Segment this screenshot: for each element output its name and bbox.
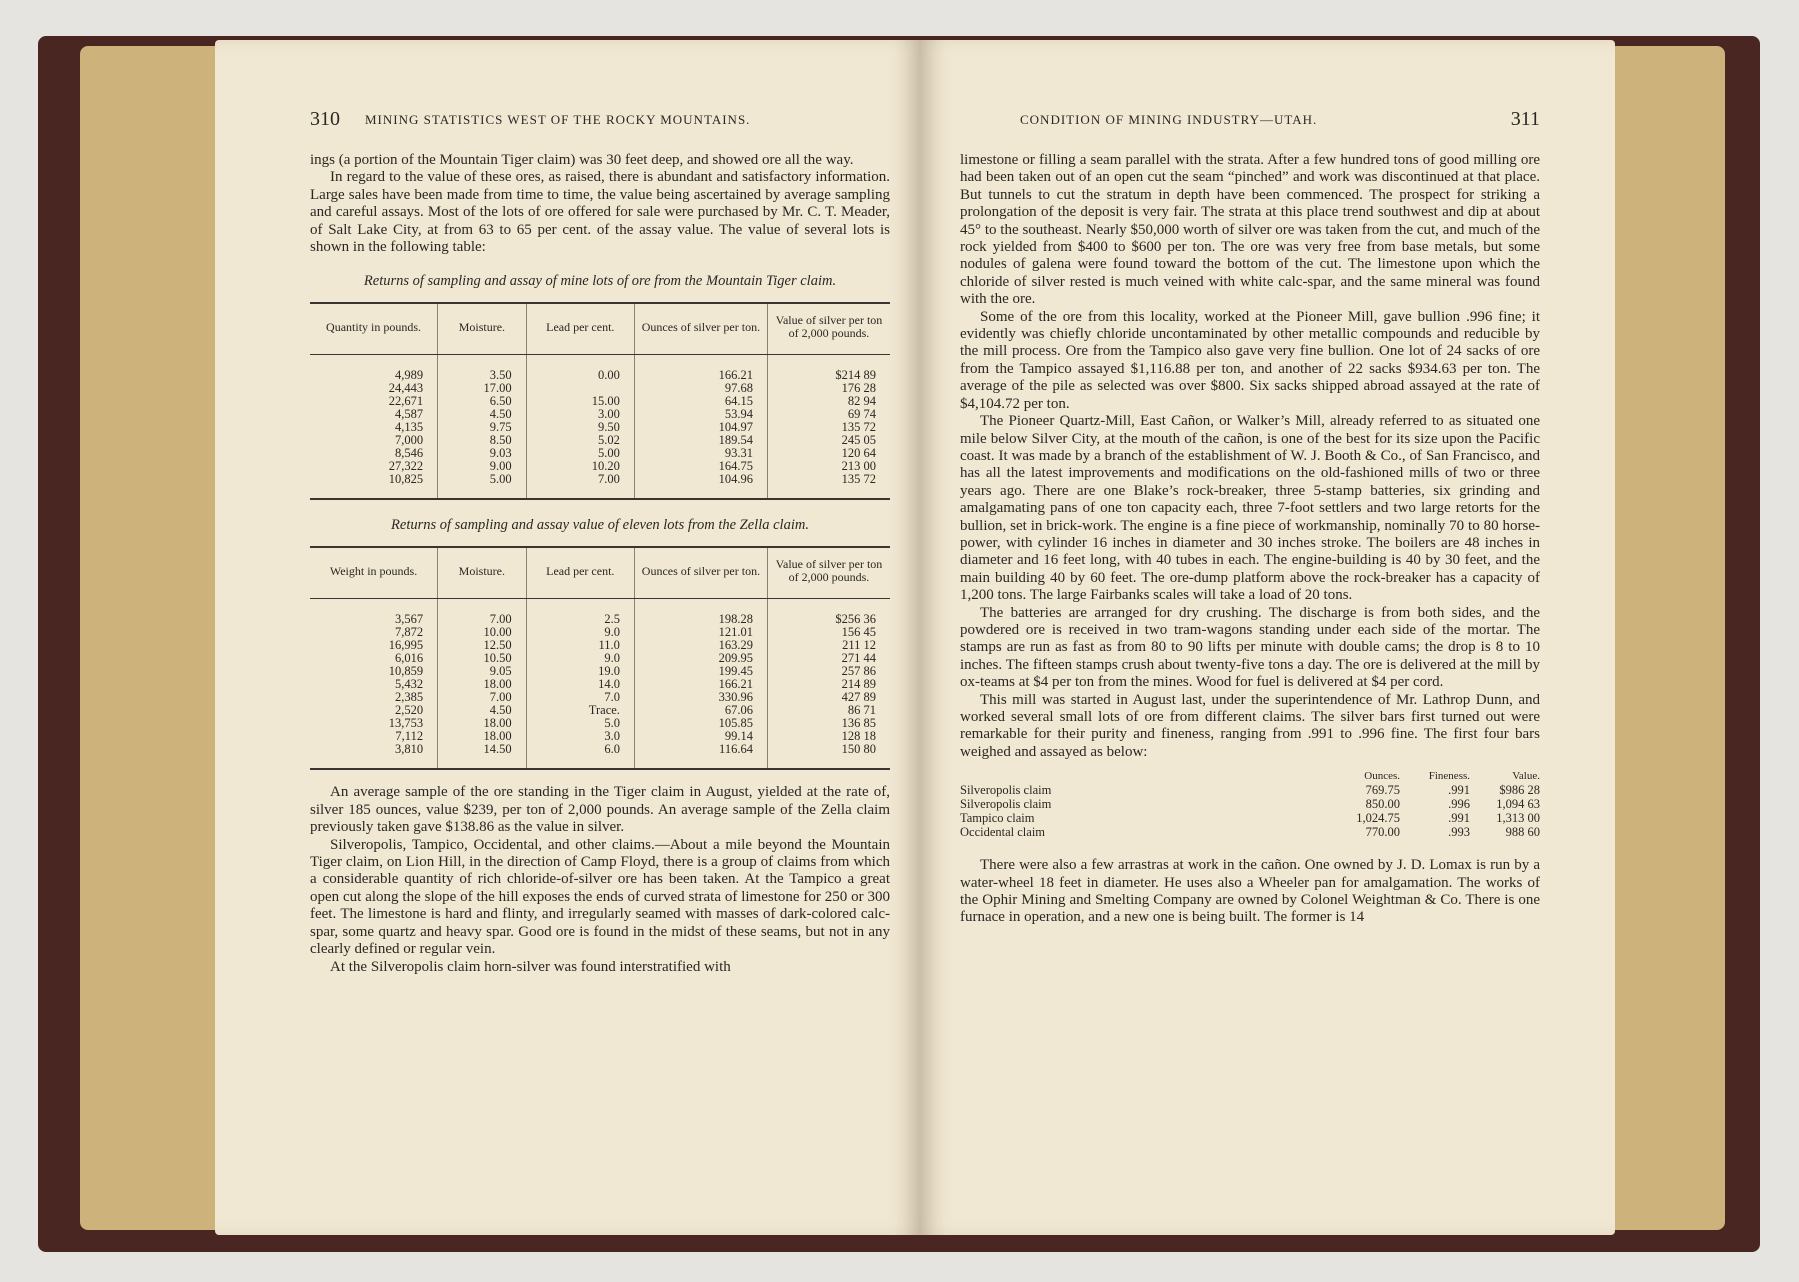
table-cell: 18.00 [438,717,527,730]
table-cell: 166.21 [634,355,767,383]
bars-cell: 770.00 [1365,825,1400,840]
bars-cell: .993 [1448,825,1470,840]
table-cell: 6.50 [438,395,527,408]
table-cell: 330.96 [634,691,767,704]
table-cell: 213 00 [767,460,890,473]
table-cell: 121.01 [634,626,767,639]
table-cell: 105.85 [634,717,767,730]
table2-header: Weight in pounds. [310,547,438,599]
table2-header: Value of silver per ton of 2,000 pounds. [767,547,890,599]
table-cell: 2,520 [394,703,424,718]
table-cell: 22,671 [388,394,424,409]
table-cell: 120 64 [767,447,890,460]
table1-header: Ounces of silver per ton. [634,303,767,355]
table-cell: 10,825 [310,473,438,499]
table-cell: 9.75 [438,421,527,434]
table-cell: $256 36 [767,599,890,627]
bars-claim-name: Silveropolis claim [960,797,1052,812]
bars-table-header [960,769,1540,783]
bars-header-cell: Value. [1512,770,1540,783]
left-paragraph: Silveropolis, Tampico, Occidental, and other claims.—About a mile beyond the Mountain Tiger claim, on Lion Hill, in the direction of Camp Floyd, there is a group of claims from which a considerable quantity of rich chloride-of-silver ore has been taken. At the Tampico a great open cut along the slope of the hill exposes the ends of curved strata of limestone for 250 or 300 feet. The limestone is hard and flinty, and irregularly seamed with masses of dark-colored calc-spar, some quartz and heavy spar. Good ore is found in the midst of these seams, but not in any clearly defined or regular vein. [310,836,890,958]
table-cell: 6.0 [526,743,634,769]
bars-cell: 769.75 [1365,783,1400,798]
table-cell: 10.20 [526,460,634,473]
right-paragraph: The Pioneer Quartz-Mill, East Cañon, or Walker’s Mill, already referred to as situated one mile below Silver City, at the mouth of the cañon, is one of the best for its size upon the Pacific coast. It was made by a branch of the establishment of W. J. Booth & Co., of San Francisco, and has all the latest improvements and modifications on the old-fashioned mills of two or three years ago. There are one Blake’s rock-breaker, three 5-stamp batteries, six grinding and amalgamating pans of one ton capacity each, three 7-foot settlers and two large retorts for the bullion, set in brick-work. The engine is a fine piece of workmanship, nominally 70 to 80 horse-power, with cylinder 16 inches in diameter and 30 inches stroke. The boilers are 48 inches in diameter and 16 feet long, with 40 tubes in each. The engine-building is 40 by 30 feet, and the main building 40 by 60 feet. The ore-dump platform above the rock-breaker has a capacity of 1,200 tons. The large Fairbanks scales will take a load of 20 tons. [960,413,1540,604]
table2-header: Lead per cent. [526,547,634,599]
right-page [920,40,1615,1235]
table-cell: 116.64 [634,743,767,769]
table-cell: 9.0 [526,626,634,639]
table-cell: 15.00 [526,395,634,408]
table-cell: 176 28 [767,382,890,395]
table-cell: 82 94 [767,395,890,408]
table-cell: 5.00 [526,447,634,460]
table-cell: 14.50 [438,743,527,769]
table-cell: 3,810 [310,743,438,769]
table-cell: 9.50 [526,421,634,434]
bars-cell: 1,024.75 [1356,811,1400,826]
table-cell: 19.0 [526,665,634,678]
table-cell: 7,872 [394,625,424,640]
table-cell: 99.14 [634,730,767,743]
bars-table-row [960,825,1540,839]
table-cell: 150 80 [767,743,890,769]
bars-cell: 988 60 [1505,825,1540,840]
right-paragraph: This mill was started in August last, under the superintendence of Mr. Lathrop Dunn, and worked several small lots of ore from different claims. The silver bars first turned out were remarkable for their purity and fineness, ranging from .991 to .996 fine. The first four bars weighed and assayed as below: [960,691,1540,760]
bars-claim-name: Occidental claim [960,825,1046,840]
left-page-content [310,108,890,976]
table-cell: 427 89 [767,691,890,704]
table-cell: 5.00 [438,473,527,499]
table-cell: 4,989 [394,368,424,383]
right-paragraph: limestone or filling a seam parallel with the strata. After a few hundred tons of good milling ore had been taken out of an open cut the seam “pinched” and work was discontinued at that place. But tunnels to cut the stratum in depth have been commenced. The prospect for striking a prolongation of the deposit is very fair. The strata at this place trend southwest and dip at about 45° to the southeast. Nearly $50,000 worth of silver ore was taken from the cut, and much of the rock yielded from $400 to $600 per ton. The ore was very free from base metals, but some nodules of galena were found toward the bottom of the cut. The limestone upon which the chloride of silver rested is much veined with white calc-spar, and the same mineral was found with the ore. [960,152,1540,308]
right-running-head [960,108,1540,132]
right-paragraph: The batteries are arranged for dry crushing. The discharge is from both sides, and the powdered ore is received in two tram-wagons standing under each side of the mortar. The stamps are run as fast as from 80 to 90 lifts per minute with double cams; the drop is 8 to 10 inches. The fifteen stamps crush about twenty-five tons a day. The ore is delivered at the mill by ox-teams at $4 per ton from the mines. Wood for fuel is delivered at $4 per cord. [960,604,1540,691]
left-page-edges [80,46,230,1230]
table-cell: 18.00 [438,730,527,743]
table-cell: 128 18 [767,730,890,743]
table-cell: 27,322 [388,459,424,474]
table-cell: 86 71 [767,704,890,717]
table-cell: 163.29 [634,639,767,652]
table-cell: 10.50 [438,652,527,665]
table-cell: 9.00 [438,460,527,473]
table1-caption: Returns of sampling and assay of mine lots of ore from the Mountain Tiger claim. [363,273,837,290]
table-cell: 7.00 [526,473,634,499]
table-cell: 10,859 [388,664,424,679]
bars-claim-name: Tampico claim [960,811,1035,826]
table-cell: 136 85 [767,717,890,730]
table-cell: 199.45 [634,665,767,678]
table1-header: Moisture. [438,303,527,355]
table-cell: 9.05 [438,665,527,678]
bars-table-row [960,797,1540,811]
table-cell: 135 72 [767,421,890,434]
table-cell: 9.0 [526,652,634,665]
table-cell: 214 89 [767,678,890,691]
bars-cell: .996 [1448,797,1470,812]
table2-caption: Returns of sampling and assay value of eleven lots from the Zella claim. [391,517,809,534]
table-cell: 271 44 [767,652,890,665]
table-cell: 17.00 [438,382,527,395]
bars-cell: $986 28 [1499,783,1540,798]
right-paragraph: Some of the ore from this locality, worked at the Pioneer Mill, gave bullion .996 fine; it evidently was chiefly chloride uncontaminated by other metallic compounds and reducible by the mill process. Ore from the Tampico also gave very fine bullion. One lot of 24 sacks of ore from the Tampico assayed $1,116.88 per ton, and another of 22 sacks $934.63 per ton. The average of the pile as selected was over $800. Six sacks shipped abroad assayed at the rate of $4,104.72 per ton. [960,308,1540,412]
bars-cell: 1,313 00 [1496,811,1540,826]
bars-claim-name: Silveropolis claim [960,783,1052,798]
table-cell: 11.0 [526,639,634,652]
bars-cell: 1,094 63 [1496,797,1540,812]
table-cell: 5,432 [394,677,424,692]
table-cell: 4.50 [438,408,527,421]
table-cell: 0.00 [526,355,634,383]
left-paragraph: ings (a portion of the Mountain Tiger claim) was 30 feet deep, and showed ore all the way. [310,152,854,168]
table-cell: 14.0 [526,678,634,691]
left-running-head-title: MINING STATISTICS WEST OF THE ROCKY MOUNTAINS. [365,112,751,127]
table-cell: 9.03 [438,447,527,460]
table-cell: 16,995 [388,638,424,653]
right-page-content [960,108,1540,927]
table-cell: 156 45 [767,626,890,639]
table-cell: 7.00 [438,691,527,704]
table-cell: 209.95 [634,652,767,665]
bars-cell: 850.00 [1365,797,1400,812]
table-cell: 7,112 [395,729,424,744]
table-cell: 2.5 [526,599,634,627]
table-cell: $214 89 [767,355,890,383]
left-page-number: 310 [310,108,340,130]
table-cell: 3.50 [438,355,527,383]
table2-header: Ounces of silver per ton. [634,547,767,599]
bars-header-cell: Fineness. [1428,770,1470,783]
table-cell: 24,443 [388,381,424,396]
table-cell: 4,135 [394,420,424,435]
table1-header: Value of silver per ton of 2,000 pounds. [767,303,890,355]
table-cell: 12.50 [438,639,527,652]
left-running-head [310,108,890,132]
table-cell: 135 72 [767,473,890,499]
table-cell: 104.96 [634,473,767,499]
table-row [310,743,890,769]
table-row [310,355,890,383]
table-cell: 7.0 [526,691,634,704]
right-page-edges [1600,46,1725,1230]
table-cell: 7.00 [438,599,527,627]
table-cell: 7,000 [394,433,424,448]
table-cell: 2,385 [394,690,424,705]
table-cell: 164.75 [634,460,767,473]
table-cell: 18.00 [438,678,527,691]
table-cell: 53.94 [634,408,767,421]
table-cell: 104.97 [634,421,767,434]
bars-cell: .991 [1448,783,1470,798]
table-cell: 189.54 [634,434,767,447]
table1-header: Quantity in pounds. [310,303,438,355]
left-paragraph: At the Silveropolis claim horn-silver was found interstratified with [330,958,731,975]
bars-table-row [960,783,1540,797]
table-cell: 93.31 [634,447,767,460]
table2-header: Moisture. [438,547,527,599]
bars-cell: .991 [1448,811,1470,826]
left-paragraph: An average sample of the ore standing in the Tiger claim in August, yielded at the rate of, silver 185 ounces, value $239, per ton of 2,000 pounds. An average sample of the Zella claim previously taken gave $138.86 as the value in silver. [310,784,890,836]
zella-table [310,546,890,770]
table-row [310,473,890,499]
table1-header: Lead per cent. [526,303,634,355]
table-cell: 10.00 [438,626,527,639]
table-cell: 211 12 [767,639,890,652]
table-cell: 257 86 [767,665,890,678]
table-cell: 3,567 [394,612,424,627]
bars-header-cell: Ounces. [1364,770,1400,783]
table-cell: 69 74 [767,408,890,421]
table-cell: 4,587 [394,407,424,422]
table-cell: 4.50 [438,704,527,717]
bars-table-row [960,811,1540,825]
table-cell: 13,753 [388,716,424,731]
table-cell: 245 05 [767,434,890,447]
table-cell: 64.15 [634,395,767,408]
right-paragraph: There were also a few arrastras at work in the cañon. One owned by J. D. Lomax is run by a water-wheel 18 feet in diameter. He uses also a Wheeler pan for amalgamation. The works of the Ophir Mining and Smelting Company are owned by Colonel Weightman & Co. There is one furnace in operation, and a new one is being built. The former is 14 [960,857,1540,926]
silver-bars-table [960,769,1540,839]
table-cell: 198.28 [634,599,767,627]
table-cell: 3.00 [526,408,634,421]
table-cell: 5.02 [526,434,634,447]
right-page-number: 311 [1510,108,1540,130]
table-cell: 5.0 [526,717,634,730]
left-page [215,40,920,1235]
table-cell: 97.68 [634,382,767,395]
table-cell: 8,546 [394,446,424,461]
table-cell: 8.50 [438,434,527,447]
right-running-head-title: CONDITION OF MINING INDUSTRY—UTAH. [1020,112,1318,127]
table-cell: 6,016 [394,651,424,666]
table-cell: 3.0 [526,730,634,743]
left-paragraph: In regard to the value of these ores, as raised, there is abundant and satisfactory information. Large sales have been made from time to time, the value being ascertained by average sampling and careful assays. Most of the lots of ore offered for sale were purchased by Mr. C. T. Meader, of Salt Lake City, at from 63 to 65 per cent. of the assay value. The value of several lots is shown in the following table: [310,169,890,256]
table-row [310,599,890,627]
mountain-tiger-table [310,302,890,500]
table-cell: 67.06 [634,704,767,717]
table-cell: 166.21 [634,678,767,691]
table-cell: Trace. [526,704,634,717]
